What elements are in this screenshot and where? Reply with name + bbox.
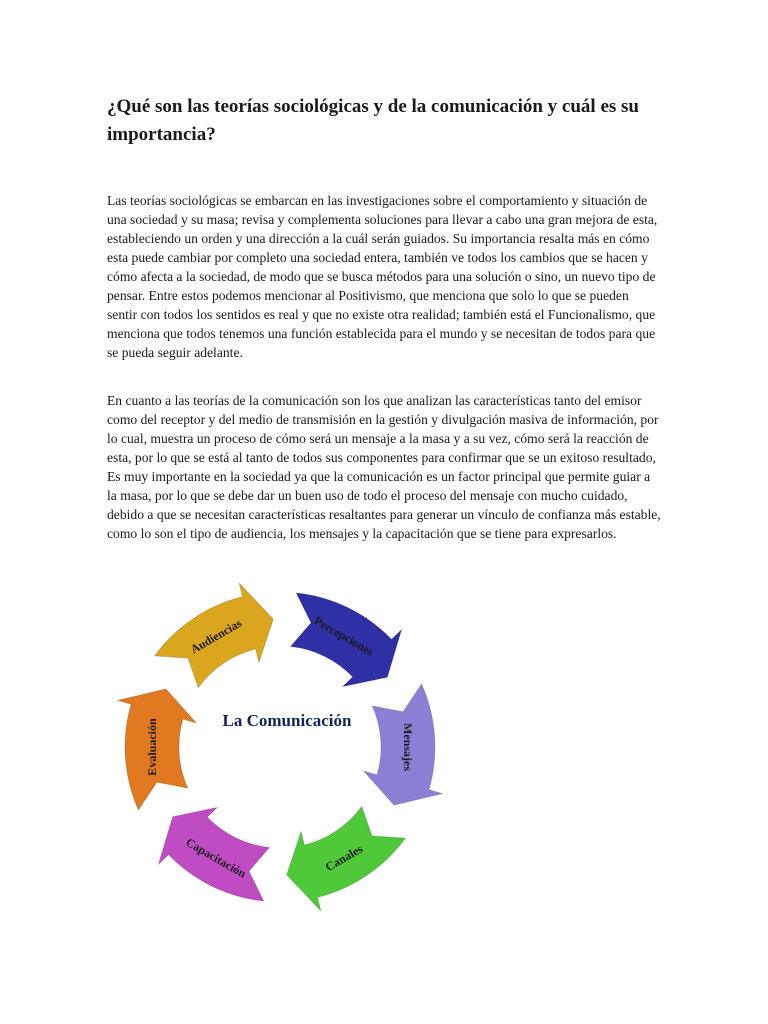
paragraph-communication-theories: En cuanto a las teorías de la comunicación son los que analizan las características tanto del emisor como del receptor y del medio de transmisión en la gestión y divulgación masiva de información, por lo cual, muestra un proceso de cómo será un mensaje a la masa y a su vez, cómo será la reacción de esta, por lo que se está al tanto de todos sus componentes para confirmar que se un exitoso resultado, Es muy importante en la sociedad ya que la comunicación es un factor principal que permite guiar a la masa, por lo que se debe dar un buen uso de todo el proceso del mensaje con mucho cuidado, debido a que se necesitan características resaltantes para generar un vínculo de confianza más estable, como lo son el tipo de audiencia, los mensajes y la capacitación que se tiene para expresarlos. [107,393,661,541]
cycle-arrow-label: Audiencias [187,615,245,657]
cycle-arrow-label: Canales [322,841,366,875]
diagram-center-label: La Comunicación [222,711,352,730]
paragraph-sociological-theories: Las teorías sociológicas se embarcan en las investigaciones sobre el comportamiento y situación de una sociedad y su masa; revisa y complementa soluciones para llevar a cabo una gran mejora de esta, estableciendo un orden y una dirección a la cuál serán guiados. Su importancia resalta más en cómo esta puede cambiar por completo una sociedad entera, también ve todos los cambios que se hacen y cómo afecta a la sociedad, de modo que se busca métodos para una solución o sino, un nuevo tipo de pensar. Entre estos podemos mencionar al Positivismo, que menciona que solo lo que se pueden sentir con todos los sentidos es real y que no existe otra realidad; también está el Funcionalismo, que menciona que todos tenemos una función establecida para el mundo y se necesitan de todos para que se pueda seguir adelante. [107,193,658,360]
cycle-arrow-label: Percepciones [311,613,377,659]
article-title: ¿Qué son las teorías sociológicas y de la comunicación y cuál es su importancia? [107,96,639,145]
cycle-arrow-label: Mensajes [401,723,415,771]
cycle-arrow-label: Evaluación [145,718,159,776]
cycle-arrow-label: Capacitación [183,834,249,881]
communication-cycle-diagram [105,575,450,920]
cycle-svg [105,575,450,920]
